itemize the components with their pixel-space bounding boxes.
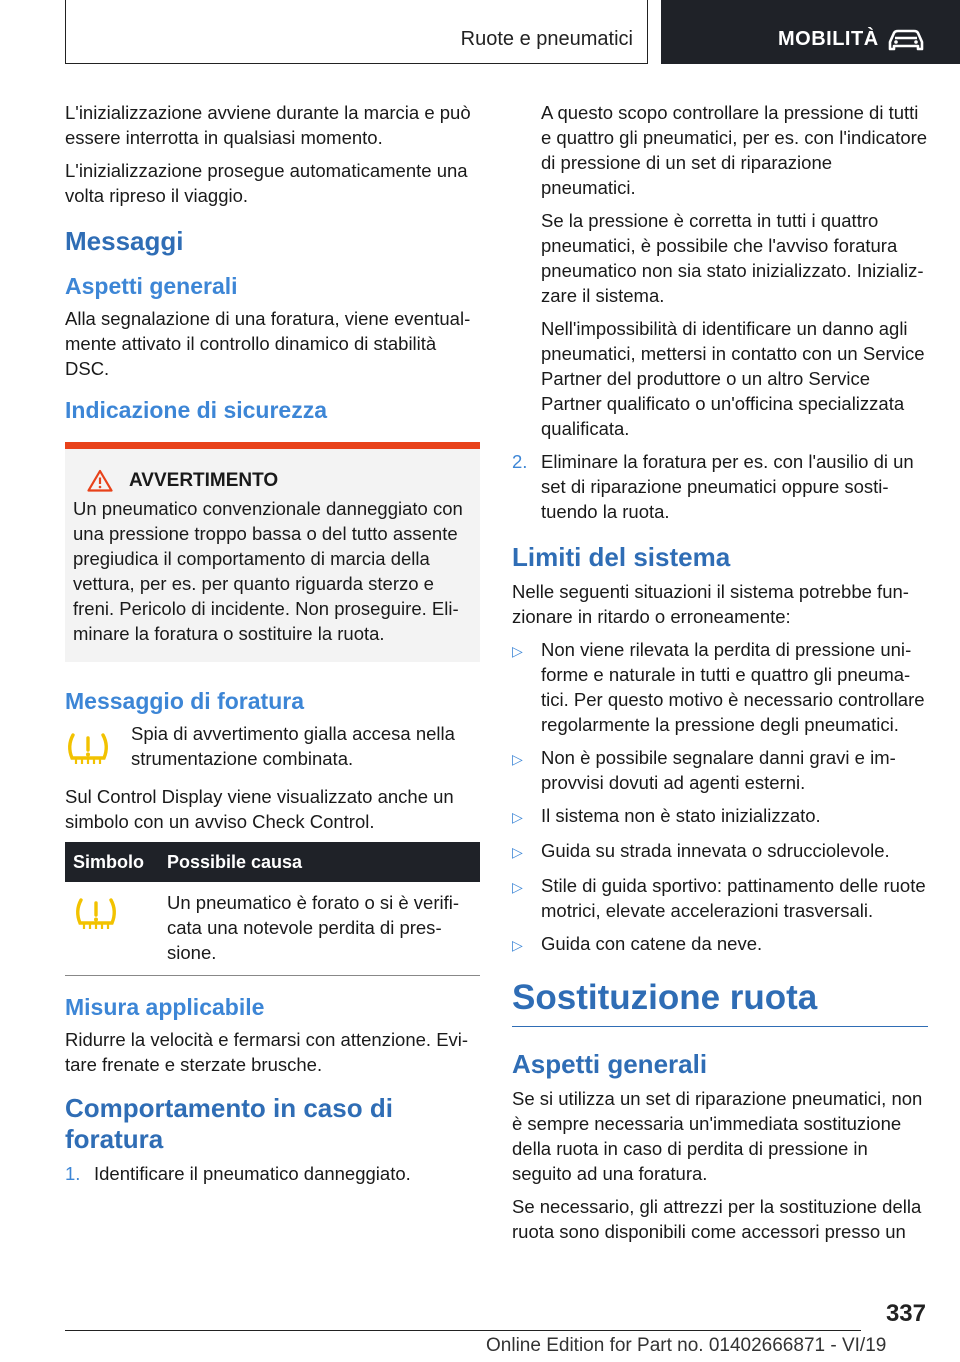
list-item-text: Stile di guida sportivo: pattinamento delle ruote motrici, elevate accelerazioni trasversali. xyxy=(541,875,926,921)
section-box xyxy=(65,0,648,64)
tire-pressure-warning-icon xyxy=(65,731,111,769)
warning-box xyxy=(65,442,480,662)
indicator-light-text: Spia di avvertimento gialla accesa nella strumentazione combinata. xyxy=(131,723,455,769)
table-row xyxy=(65,882,480,976)
paragraph: Nell'impossibilità di identificare un danno agli pneumatici, mettersi in contatto con un Service Partner del produttore o un altro Service Partner qualificato o un'officina specializzata qualificata. xyxy=(541,318,925,439)
warning-title: AVVERTIMENTO xyxy=(129,469,279,491)
paragraph: Se necessario, gli attrezzi per la sostituzione della ruota sono disponibili come accessori presso un xyxy=(512,1196,922,1242)
step-number: 1. xyxy=(65,1163,81,1184)
step-text: Identificare il pneumatico danneggiato. xyxy=(94,1163,411,1184)
heading-comportamento-foratura: Comportamento in caso di foratura xyxy=(65,1093,393,1154)
step-text: Eliminare la foratura per es. con l'ausilio di un set di riparazione pneumatici oppure sostituendo la ruota. xyxy=(541,451,914,522)
paragraph: Se si utilizza un set di riparazione pneumatici, non è sempre necessaria un'immediata sostituzione della ruota in caso di perdita di pressione in seguito ad una foratura. xyxy=(512,1088,923,1184)
list-item xyxy=(512,803,928,830)
bullet-triangle-icon: ▷ xyxy=(512,751,523,767)
warning-triangle-icon xyxy=(87,469,113,492)
page-number: 337 xyxy=(885,1300,926,1327)
list-item-text: Guida con catene da neve. xyxy=(541,933,763,954)
table-header-row xyxy=(65,842,480,882)
edition-text: Online Edition for Part no. 01402666871 - VI/19 xyxy=(486,1335,887,1356)
list-item xyxy=(65,1161,480,1186)
paragraph: L'inizializzazione avviene durante la marcia e può essere interrotta in qualsiasi momento. xyxy=(65,102,471,148)
list-item-text: Guida su strada innevata o sdrucciolevole. xyxy=(541,840,890,861)
bullet-triangle-icon: ▷ xyxy=(512,643,523,659)
heading-indicazione-sicurezza: Indicazione di sicurezza xyxy=(65,397,328,423)
step-number: 2. xyxy=(512,451,528,472)
heading-misura-applicabile: Misura applicabile xyxy=(65,994,265,1020)
list-item xyxy=(512,449,928,524)
warning-text: Un pneumatico convenzionale danneggiato con una pressione troppo bassa o del tutto assente pregiudica il comportamento di marcia della vettura, per es. per quanto riguarda sterzo e freni. Pericolo di incidente. Non proseguire. Eliminare la foratura o sostituire la ruota. xyxy=(73,498,463,644)
bullet-triangle-icon: ▷ xyxy=(512,809,523,825)
heading-messaggi: Messaggi xyxy=(65,226,184,256)
limits-list xyxy=(512,637,928,958)
paragraph: A questo scopo controllare la pressione di tutti e quattro gli pneumatici, per es. con l'indicatore di pressione di un set di riparazione pneumatici. xyxy=(541,102,928,198)
page-header xyxy=(0,0,960,66)
paragraph: Alla segnalazione di una foratura, viene eventualmente attivato il controllo dinamico di stabilità DSC. xyxy=(65,308,471,379)
indicator-light-row xyxy=(65,721,480,774)
paragraph: L'inizializzazione prosegue automaticamente una volta ripreso il viaggio. xyxy=(65,160,468,206)
paragraph: Nelle seguenti situazioni il sistema potrebbe funzionare in ritardo o erroneamente: xyxy=(512,581,909,627)
chapter-title: MOBILITÀ xyxy=(778,28,879,50)
heading-aspetti-generali: Aspetti generali xyxy=(65,273,238,299)
paragraph: Sul Control Display viene visualizzato anche un simbolo con un avviso Check Control. xyxy=(65,786,454,832)
table-cell-symbol xyxy=(65,882,159,976)
car-icon xyxy=(886,28,926,52)
left-column xyxy=(65,100,480,1194)
heading-sostituzione-ruota: Sostituzione ruota xyxy=(512,978,928,1027)
warning-header xyxy=(73,469,472,492)
list-item xyxy=(512,745,928,795)
list-item-text: Non è possibile segnalare danni gravi e improvvisi dovuti ad agenti esterni. xyxy=(541,747,896,793)
list-item-text: Il sistema non è stato inizializzato. xyxy=(541,805,821,826)
bullet-triangle-icon: ▷ xyxy=(512,879,523,895)
table-header-cause: Possibile causa xyxy=(159,842,480,882)
bullet-triangle-icon: ▷ xyxy=(512,844,523,860)
heading-aspetti-generali-2: Aspetti generali xyxy=(512,1049,708,1079)
tire-pressure-warning-icon xyxy=(73,896,119,934)
table-header-symbol: Simbolo xyxy=(65,842,159,882)
symbol-table xyxy=(65,842,480,976)
list-item xyxy=(512,931,928,958)
list-item xyxy=(512,838,928,865)
list-item xyxy=(512,873,928,923)
paragraph: Se la pressione è corretta in tutti i quattro pneumatici, è possibile che l'avviso foratura pneumatico non sia stato inizializzato. Inizializzare il sistema. xyxy=(541,210,924,306)
right-column xyxy=(512,100,928,1252)
paragraph: Ridurre la velocità e fermarsi con attenzione. Evitare frenate e sterzate brusche. xyxy=(65,1029,469,1075)
list-item-text: Non viene rilevata la perdita di pressione uniforme e naturale in tutti e quattro gli pneumatici. Per questo motivo è necessario controllare regolarmente la pressione degli pneumatici. xyxy=(541,639,925,735)
table-cell-cause: Un pneumatico è forato o si è verificata una notevole perdita di pressione. xyxy=(159,882,480,976)
section-title: Ruote e pneumatici xyxy=(460,28,633,50)
heading-messaggio-foratura: Messaggio di foratura xyxy=(65,688,304,714)
heading-limiti-sistema: Limiti del sistema xyxy=(512,542,731,572)
footer-divider xyxy=(65,1330,861,1331)
bullet-triangle-icon: ▷ xyxy=(512,937,523,953)
list-item xyxy=(512,637,928,737)
